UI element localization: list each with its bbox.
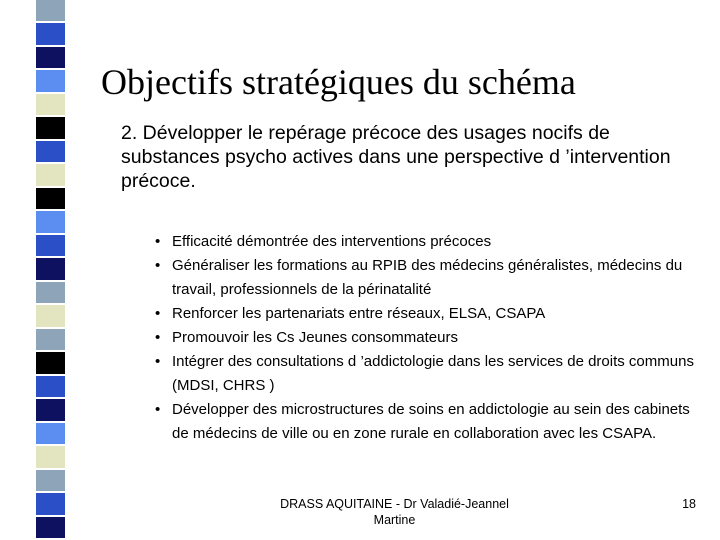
page-number: 18 [682,497,696,511]
stripe-block [36,423,65,446]
stripe-block [36,211,65,234]
stripe-block [36,0,65,23]
footer-text: DRASS AQUITAINE - Dr Valadié-Jeannel Martine [280,497,509,527]
list-item: • Renforcer les partenariats entre réseaux, ELSA, CSAPA [155,302,700,326]
stripe-block [36,493,65,516]
list-item: • Intégrer des consultations d ’addictologie dans les services de droits communs (MDSI, CHRS ) [155,350,700,398]
stripe-block [36,352,65,375]
list-item: • Développer des microstructures de soins en addictologie au sein des cabinets de médecins de ville ou en zone rurale en collaboration avec les CSAPA. [155,398,700,446]
stripe-block [36,70,65,93]
stripe-block [36,305,65,328]
stripe-block [36,258,65,281]
stripe-block [36,94,65,117]
list-item: • Promouvoir les Cs Jeunes consommateurs [155,326,700,350]
stripe-block [36,23,65,46]
stripe-block [36,117,65,140]
slide-subtitle: 2. Développer le repérage précoce des usages nocifs de substances psycho actives dans une perspective d ’intervention précoce. [121,122,671,192]
stripe-block [36,282,65,305]
stripe-block [36,235,65,258]
stripe-block [36,399,65,422]
decorative-stripe [36,0,65,540]
stripe-block [36,141,65,164]
stripe-block [36,164,65,187]
bullet-list [155,230,700,446]
list-item: • Généraliser les formations au RPIB des médecins généralistes, médecins du travail, professionnels de la périnatalité [155,254,700,302]
stripe-block [36,470,65,493]
stripe-block [36,47,65,70]
stripe-block [36,376,65,399]
slide-title: Objectifs stratégiques du schéma [101,62,576,102]
list-item: • Efficacité démontrée des interventions précoces [155,230,700,254]
stripe-block [36,446,65,469]
stripe-block [36,329,65,352]
stripe-block [36,517,65,540]
stripe-block [36,188,65,211]
